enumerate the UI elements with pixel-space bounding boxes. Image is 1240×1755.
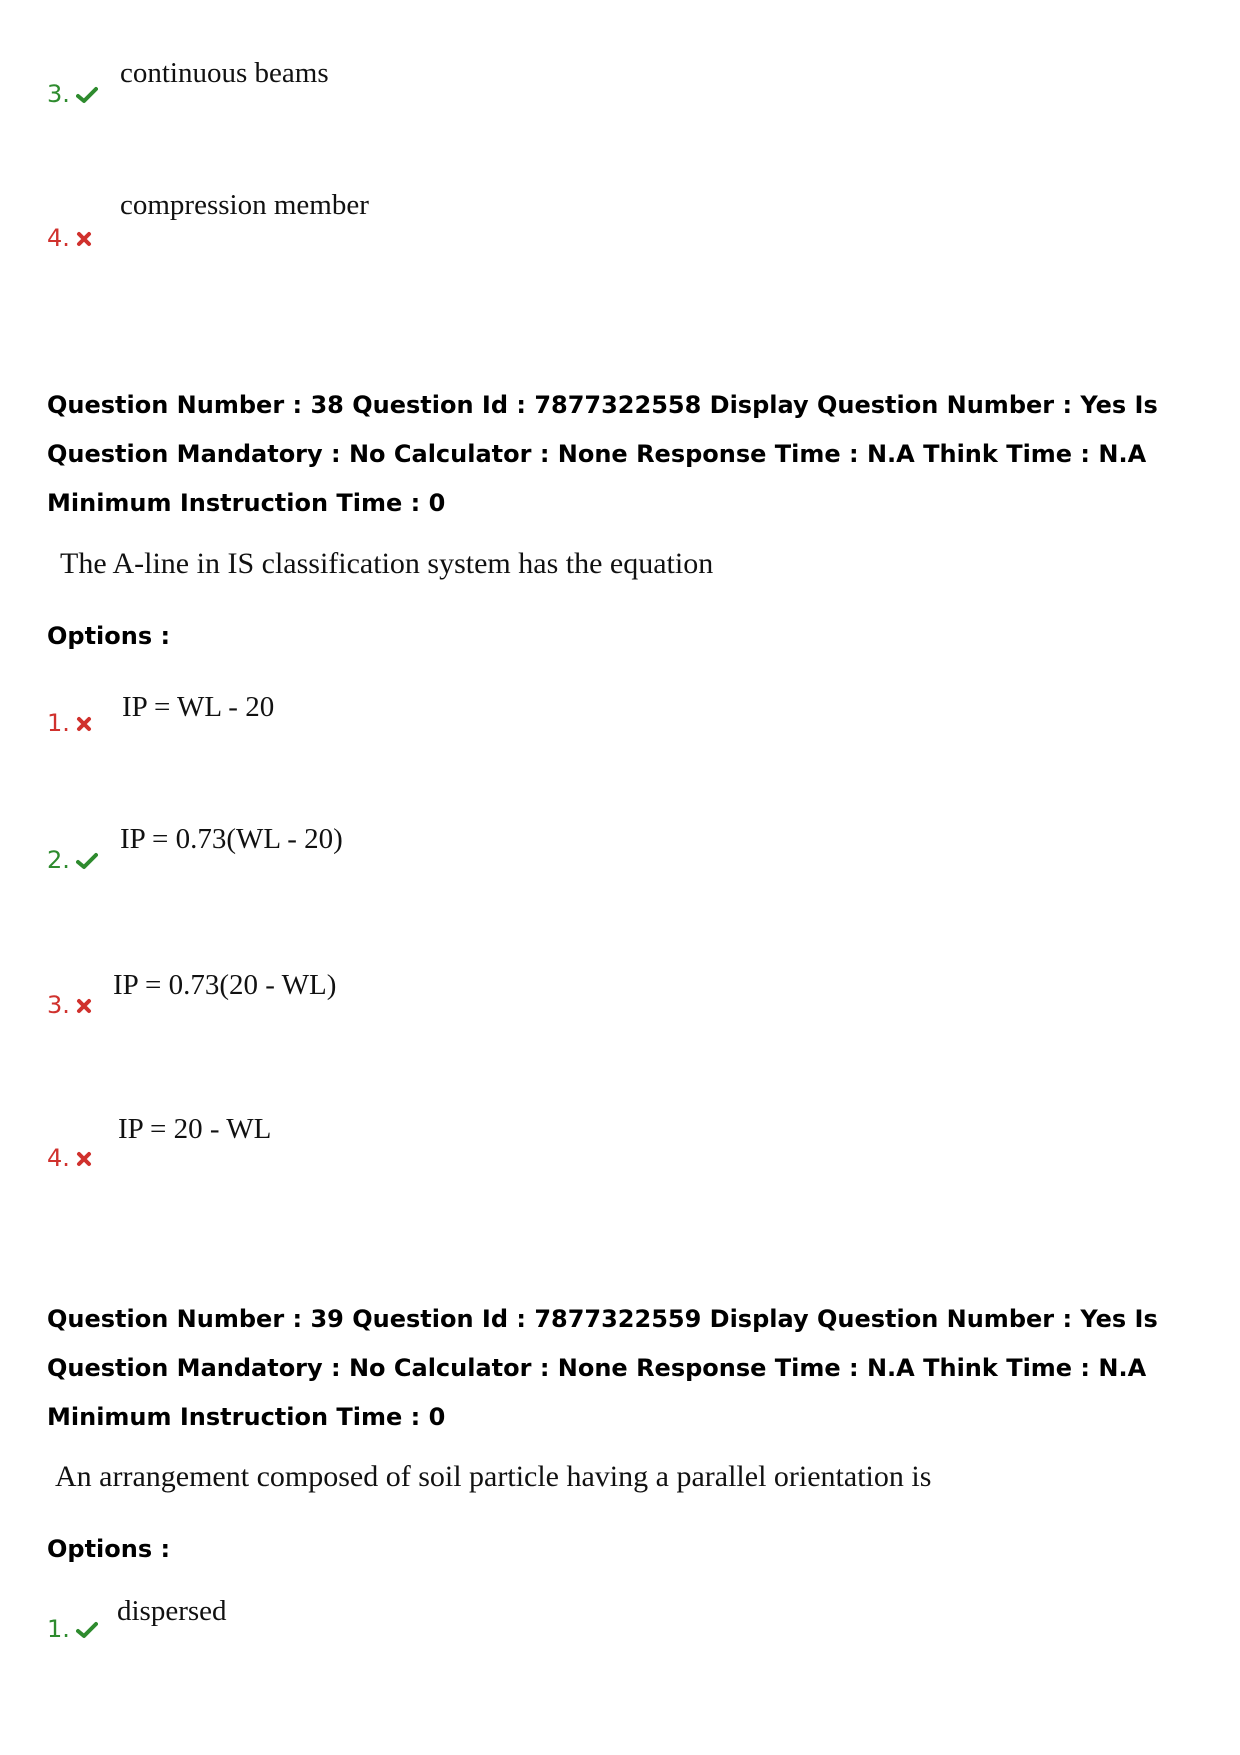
cross-icon (76, 1151, 92, 1167)
cross-icon (76, 231, 92, 247)
option-number: 4. (47, 1144, 92, 1172)
option-number: 3. (47, 80, 98, 108)
option-number: 4. (47, 224, 92, 252)
option-text: IP = 20 - WL (118, 1113, 272, 1145)
option-number: 1. (47, 1615, 98, 1643)
option-number: 1. (47, 709, 92, 737)
option-text: IP = WL - 20 (122, 691, 275, 723)
option-text: continuous beams (120, 57, 329, 89)
question-meta: Question Number : 38 Question Id : 7877322558 Display Question Number : Yes Is Question Mandatory : No Calculator : None Response Time : N.A Think Time : N.A Minimum Instruction Time : 0 (47, 391, 1158, 517)
question-text: The A-line in IS classification system has the equation (60, 547, 714, 580)
option-number: 2. (47, 846, 98, 874)
check-icon (76, 852, 98, 870)
question-meta: Question Number : 39 Question Id : 7877322559 Display Question Number : Yes Is Question Mandatory : No Calculator : None Response Time : N.A Think Time : N.A Minimum Instruction Time : 0 (47, 1305, 1158, 1431)
option-text: dispersed (117, 1595, 227, 1627)
option-number: 3. (47, 991, 92, 1019)
cross-icon (76, 716, 92, 732)
option-text: compression member (120, 189, 369, 221)
check-icon (76, 86, 98, 104)
option-text: IP = 0.73(WL - 20) (120, 823, 343, 855)
option-text: IP = 0.73(20 - WL) (113, 969, 337, 1001)
cross-icon (76, 998, 92, 1014)
options-label: Options : (47, 1535, 171, 1563)
check-icon (76, 1621, 98, 1639)
options-label: Options : (47, 622, 171, 650)
question-text: An arrangement composed of soil particle having a parallel orientation is (55, 1460, 932, 1493)
